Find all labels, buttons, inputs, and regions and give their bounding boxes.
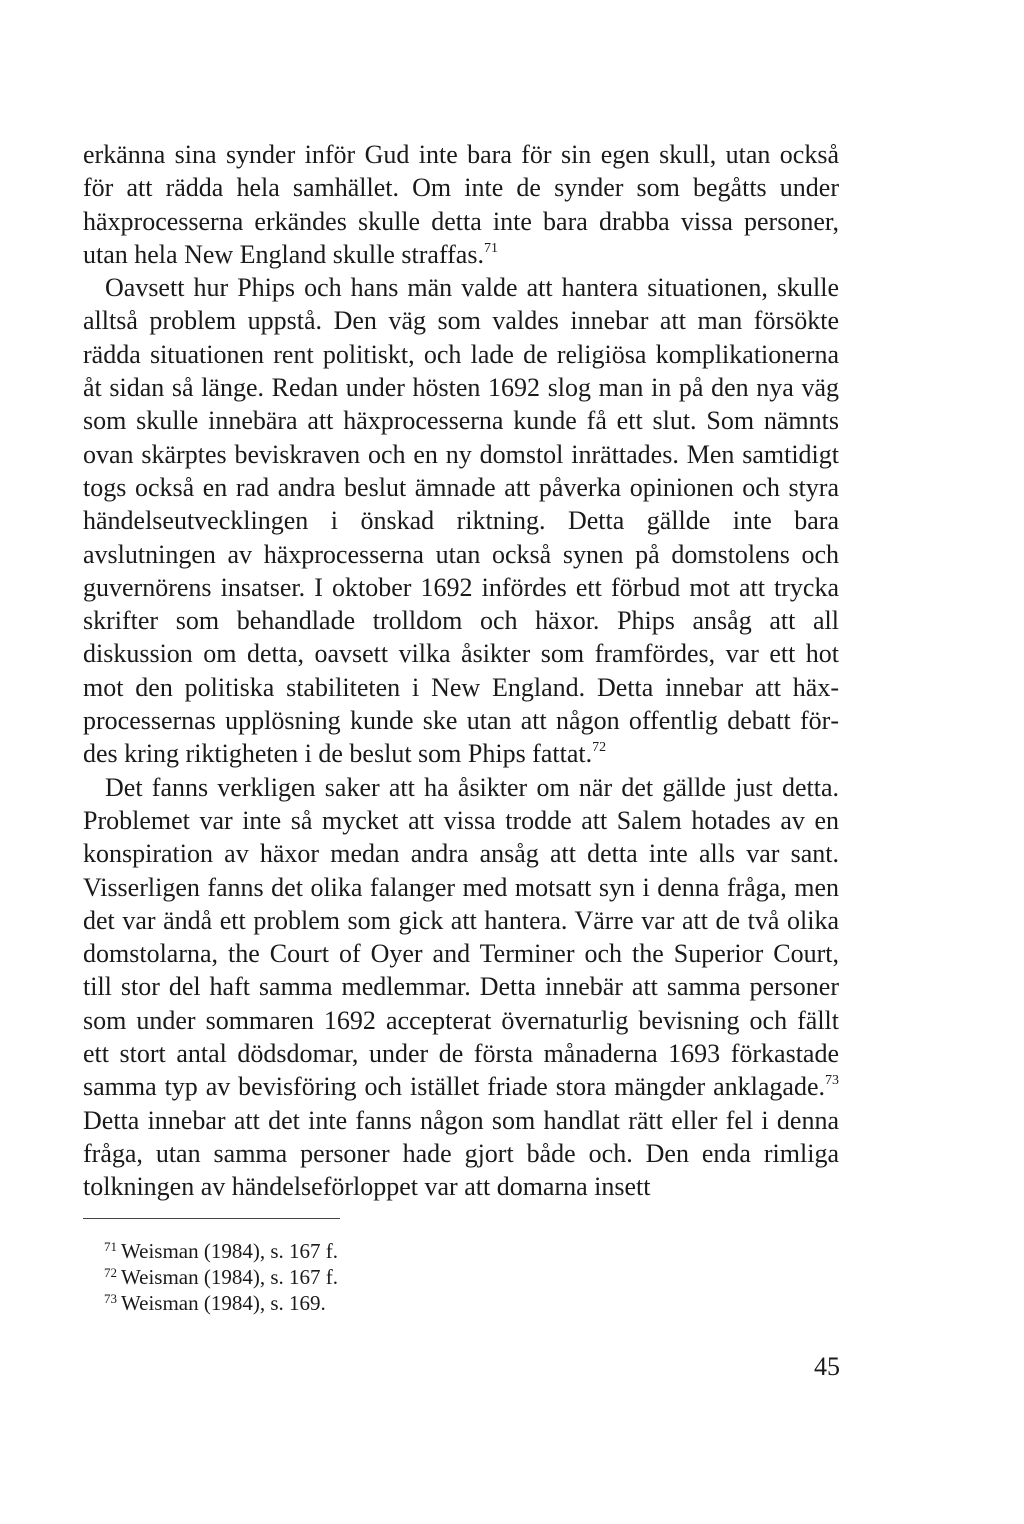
paragraph bbox=[83, 271, 839, 770]
footnote-text: Weisman (1984), s. 169. bbox=[121, 1291, 326, 1315]
footnote bbox=[104, 1290, 704, 1316]
footnotes bbox=[104, 1238, 704, 1316]
footnote-number: 73 bbox=[104, 1291, 117, 1306]
footnote-reference: 71 bbox=[483, 240, 498, 256]
paragraph bbox=[83, 771, 839, 1204]
footnote bbox=[104, 1264, 704, 1290]
paragraph-text: erkänna sina synder inför Gud inte bara för sin egen skull, utan också för att rädda hela samhället. Om inte de synder som begåtts under häxprocesserna erkändes skulle detta inte bara drabba vissa personer, utan hela New England skulle straffas. bbox=[83, 140, 839, 269]
footnote-separator bbox=[83, 1218, 340, 1219]
footnote-text: Weisman (1984), s. 167 f. bbox=[121, 1265, 339, 1289]
page-number: 45 bbox=[814, 1352, 840, 1381]
footnote bbox=[104, 1238, 704, 1264]
paragraph-text: Det fanns verkligen saker att ha åsikter om när det gällde just detta. Problemet var inte så mycket att vissa trodde att Salem hotades av en konspiration av häxor medan andra ansåg att detta inte alls var sant. Visserligen fanns det olika falanger med motsatt syn i denna fråga, men det var ändå ett problem som gick att hantera. Värre var att de två olika domstolarna, the Court of Oyer and Terminer och the Superior Court, till stor del haft samma medlemmar. Detta innebär att samma personer som under sommaren 1692 accepterat övernaturlig bevisning och fällt ett stort antal dödsdomar, under de första månaderna 1693 förkastade samma typ av bevisföring och istället friade stora mängder anklagade. bbox=[83, 772, 839, 1102]
body-text bbox=[83, 138, 839, 1204]
paragraph bbox=[83, 138, 839, 271]
footnote-number: 72 bbox=[104, 1265, 117, 1280]
footnote-reference: 72 bbox=[592, 740, 607, 756]
footnote-number: 71 bbox=[104, 1239, 117, 1254]
paragraph-text: Oavsett hur Phips och hans män valde att hantera situationen, skulle alltså problem uppstå. Den väg som valdes innebar att man försökte rädda situationen rent politiskt, och lade de religiösa komplikationerna åt sidan så länge. Redan under hösten 1692 slog man in på den nya väg som skulle innebära att häxprocesserna kunde få ett slut. Som nämnts ovan skärptes beviskraven och en ny domstol inrättades. Men samtidigt togs också en rad andra beslut ämnade att påverka opinionen och styra händelseutvecklingen i önskad riktning. Detta gällde inte bara avslutningen av häxprocesserna utan också synen på domstolens och guvernörens insatser. I oktober 1692 infördes ett förbud mot att trycka skrifter som behandlade trolldom och häxor. Phips ansåg att all diskussion om detta, oavsett vilka åsikter som framfördes, var ett hot mot den politiska stabiliteten i New England. Detta innebar att häxprocessernas upplösning kunde ske utan att någon offentlig debatt fördes kring riktigheten i de beslut som Phips fattat. bbox=[83, 273, 839, 769]
paragraph-text: Detta innebar att det inte fanns någon som handlat rätt eller fel i denna fråga, utan samma personer hade gjort både och. Den enda rimliga tolkningen av händelseförloppet var att domarna insett bbox=[83, 1105, 839, 1202]
footnote-text: Weisman (1984), s. 167 f. bbox=[121, 1239, 339, 1263]
footnote-reference: 73 bbox=[825, 1073, 839, 1089]
